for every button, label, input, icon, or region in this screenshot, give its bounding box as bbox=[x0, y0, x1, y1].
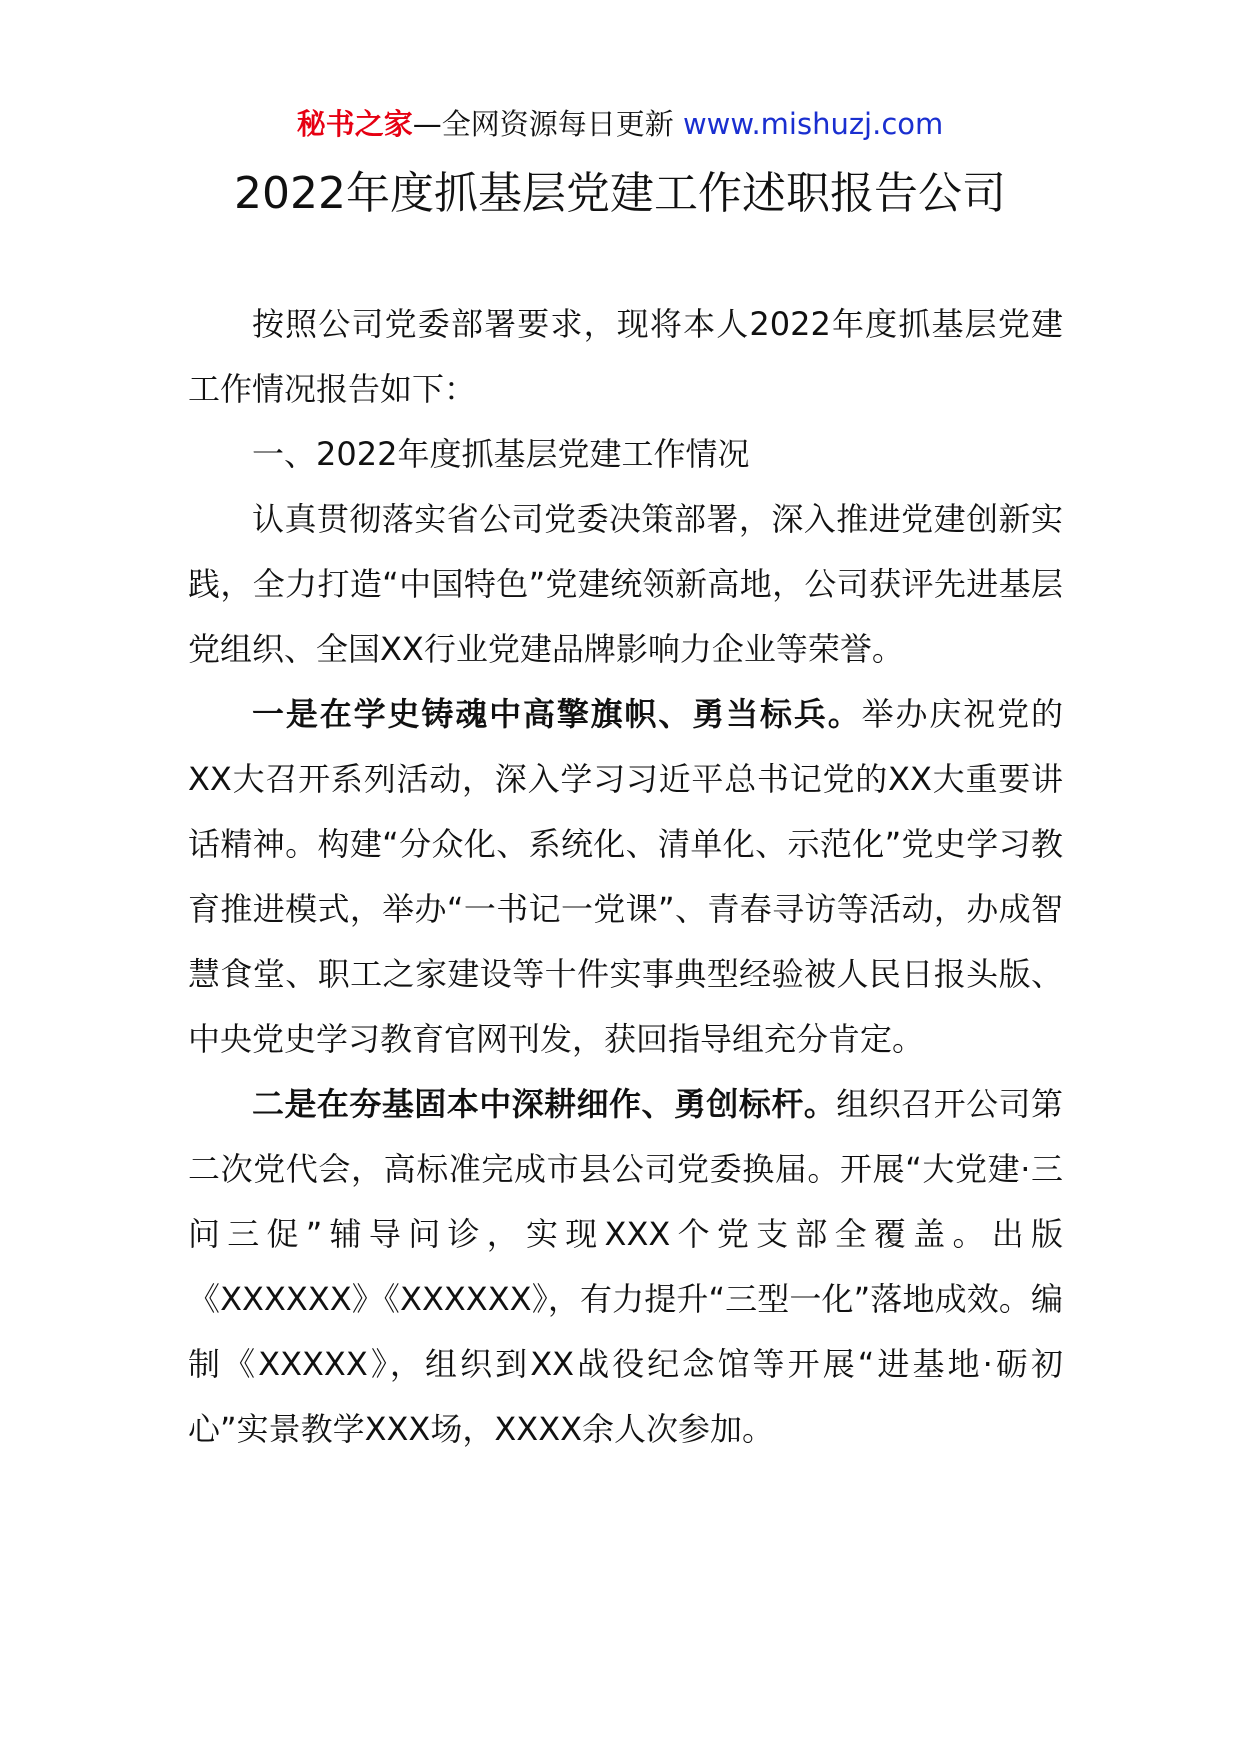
point-two-paragraph bbox=[188, 1072, 1063, 1462]
document-title: 2022年度抓基层党建工作述职报告公司 bbox=[234, 168, 1006, 219]
point-two-lead: 二是在夯基固本中深耕细作、勇创标杆。 bbox=[252, 1085, 837, 1123]
section-summary-paragraph: 认真贯彻落实省公司党委决策部署，深入推进党建创新实践，全力打造“中国特色”党建统领新高地，公司获评先进基层党组织、全国XX行业党建品牌影响力企业等荣誉。 bbox=[188, 500, 1063, 668]
section-heading: 一、2022年度抓基层党建工作情况 bbox=[252, 435, 750, 473]
site-header bbox=[0, 104, 1240, 144]
site-tagline: —全网资源每日更新 bbox=[412, 107, 674, 141]
point-one-lead: 一是在学史铸魂中高擎旗帜、勇当标兵。 bbox=[252, 695, 862, 733]
site-url: www.mishuzj.com bbox=[682, 107, 944, 141]
point-two-text: 组织召开公司第二次党代会，高标准完成市县公司党委换届。开展“大党建·三问三促”辅导问诊，实现XXX个党支部全覆盖。出版《XXXXXX》《XXXXXX》，有力提升“三型一化”落地成效。编制《XXXXX》，组织到XX战役纪念馆等开展“进基地·砺初心”实景教学XXX场，XXXX余人次参加。 bbox=[188, 1085, 1063, 1448]
site-brand: 秘书之家 bbox=[296, 107, 413, 141]
intro-paragraph: 按照公司党委部署要求，现将本人2022年度抓基层党建工作情况报告如下： bbox=[188, 305, 1063, 408]
point-one-text: 举办庆祝党的XX大召开系列活动，深入学习习近平总书记党的XX大重要讲话精神。构建“分众化、系统化、清单化、示范化”党史学习教育推进模式，举办“一书记一党课”、青春寻访等活动，办成智慧食堂、职工之家建设等十件实事典型经验被人民日报头版、中央党史学习教育官网刊发，获回指导组充分肯定。 bbox=[188, 695, 1063, 1058]
point-one-paragraph bbox=[188, 682, 1063, 1072]
document-body bbox=[188, 292, 1063, 1462]
